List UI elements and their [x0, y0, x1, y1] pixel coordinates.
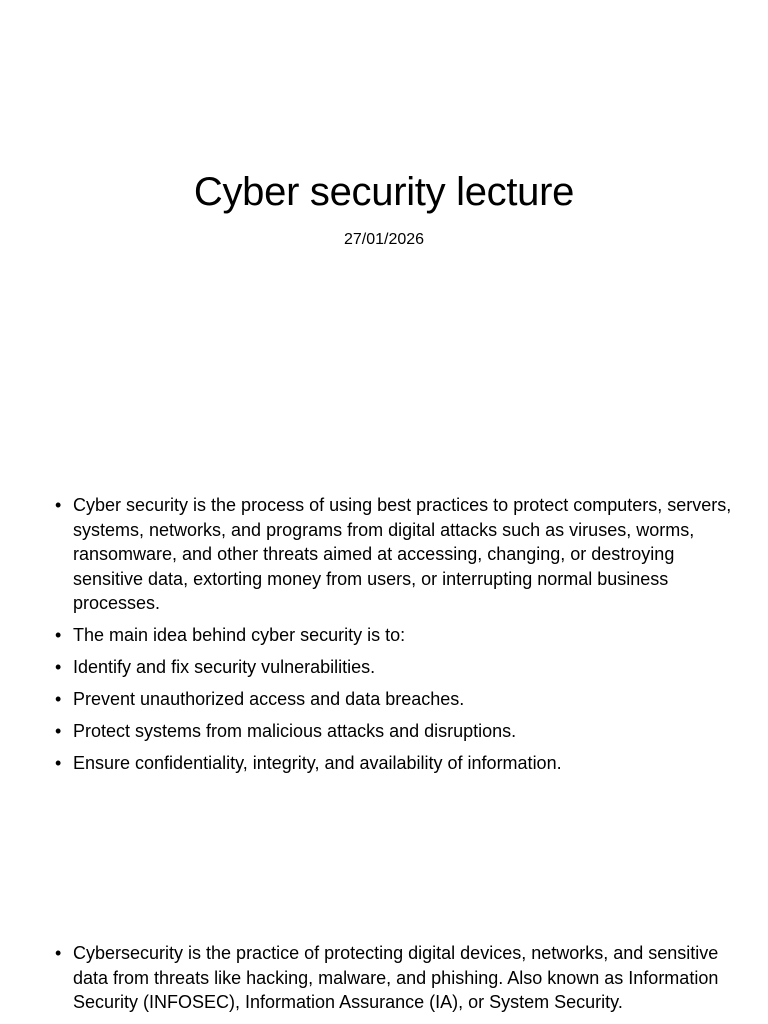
slide-2-bullet-list: [55, 493, 735, 783]
bullet-item: • Prevent unauthorized access and data breaches.: [55, 687, 735, 712]
bullet-item: • The main idea behind cyber security is to:: [55, 623, 735, 648]
slide-date: 27/01/2026: [343, 231, 425, 248]
bullet-item: • Protect systems from malicious attacks and disruptions.: [55, 719, 735, 744]
slide-3-bullet-list: [55, 941, 735, 1022]
slide-title: Cyber security lecture: [193, 170, 575, 214]
bullet-item: • Identify and fix security vulnerabilities.: [55, 655, 735, 680]
bullet-item: • Cyber security is the process of using best practices to protect computers, servers, systems, networks, and programs from digital attacks such as viruses, worms, ransomware, and other threats aimed at accessing, changing, or destroying sensitive data, extorting money from users, or interrupting normal business processes.: [55, 493, 735, 616]
bullet-item: • Ensure confidentiality, integrity, and availability of information.: [55, 751, 735, 776]
bullet-item: • Cybersecurity is the practice of protecting digital devices, networks, and sensitive data from threats like hacking, malware, and phishing. Also known as Information Security (INFOSEC), Information Assurance (IA), or System Security.: [55, 941, 735, 1015]
